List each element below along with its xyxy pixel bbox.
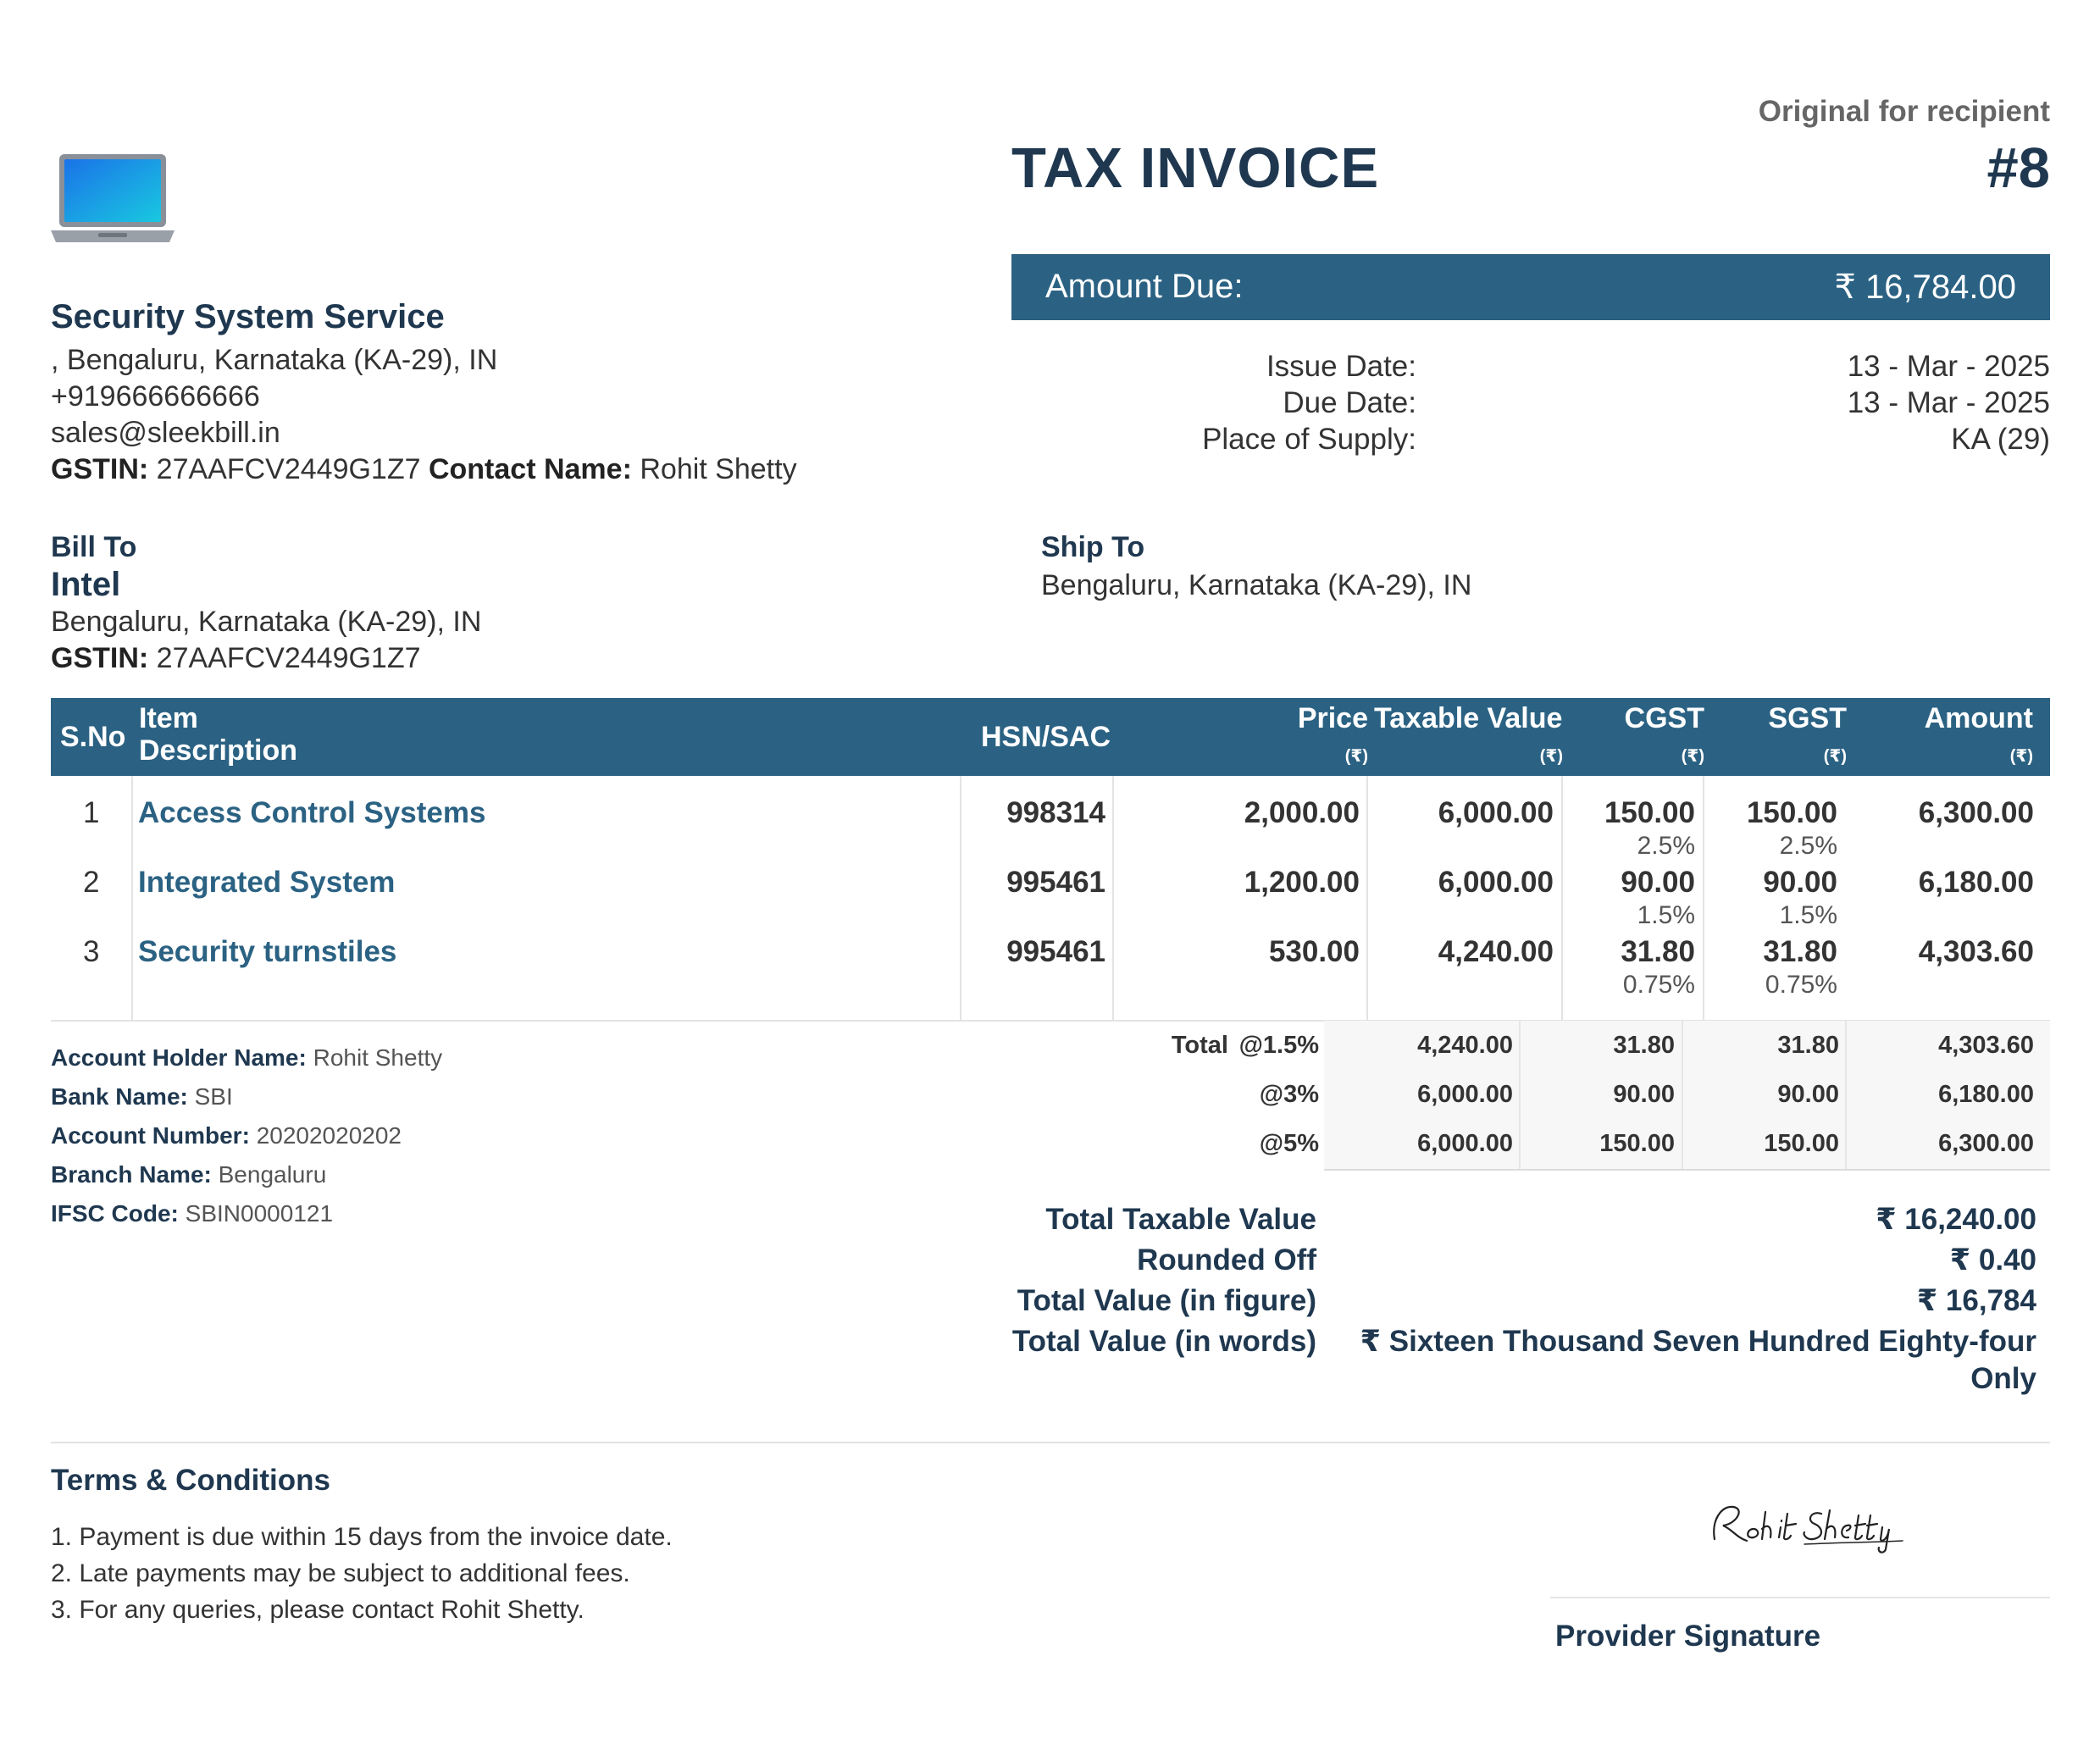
col-sno: S.No — [60, 721, 126, 753]
col-hsn: HSN/SAC — [981, 721, 1111, 753]
bill-to-name: Intel — [51, 566, 121, 603]
row-cgst: 90.00 — [1621, 866, 1695, 899]
row-sgst: 90.00 — [1763, 866, 1837, 899]
terms-item: 2. Late payments may be subject to additional fees. — [51, 1559, 630, 1587]
seller-phone: +919666666666 — [51, 380, 260, 413]
signature-line — [1550, 1597, 2050, 1598]
rounded-off-value: ₹ 0.40 — [1949, 1243, 2036, 1277]
section-divider — [51, 1442, 2050, 1443]
bank-account-label: Account Number: — [51, 1122, 250, 1149]
bill-to-heading: Bill To — [51, 531, 137, 563]
total-taxable-label: Total Taxable Value — [1045, 1203, 1316, 1236]
col-price-unit: (₹) — [1344, 747, 1368, 766]
tax-group-rate: @1.5% — [1238, 1032, 1319, 1059]
column-divider — [1561, 776, 1563, 1020]
col-taxable: Taxable Value — [1374, 702, 1563, 734]
bill-to-gstin: 27AAFCV2449G1Z7 — [156, 642, 421, 674]
issue-date-label: Issue Date: — [1266, 350, 1416, 383]
tax-group-amount: 4,303.60 — [1938, 1032, 2034, 1059]
total-words-value: ₹ Sixteen Thousand Seven Hundred Eighty-four — [1360, 1325, 2036, 1358]
tax-group-taxable: 6,000.00 — [1417, 1081, 1513, 1108]
total-words-value-cont: Only — [1970, 1362, 2036, 1395]
row-amount: 4,303.60 — [1918, 935, 2034, 968]
bank-name: SBI — [194, 1083, 233, 1110]
tax-group-taxable: 4,240.00 — [1417, 1032, 1513, 1059]
bank-name-label: Bank Name: — [51, 1083, 188, 1110]
bank-branch-label: Branch Name: — [51, 1161, 212, 1188]
terms-item: 3. For any queries, please contact Rohit Shetty. — [51, 1596, 585, 1624]
laptop-icon — [49, 152, 176, 247]
amount-due-value: ₹ 16,784.00 — [1834, 269, 2016, 306]
column-divider — [1845, 1021, 1847, 1169]
row-sno: 2 — [83, 866, 100, 899]
tax-group-sgst: 90.00 — [1777, 1081, 1839, 1108]
row-item[interactable]: Security turnstiles — [138, 935, 397, 968]
col-price: Price — [1297, 702, 1368, 734]
tax-group-total-label: Total — [1171, 1032, 1228, 1059]
bank-ifsc-line — [51, 1200, 333, 1227]
row-sgst-rate: 2.5% — [1779, 832, 1837, 860]
items-table-header — [51, 698, 2050, 776]
row-amount: 6,300.00 — [1918, 796, 2034, 829]
bank-branch: Bengaluru — [218, 1161, 327, 1188]
amount-due-bar — [1011, 254, 2050, 320]
column-divider — [131, 776, 133, 1020]
seller-gstin-line — [51, 453, 797, 486]
bill-to-address: Bengaluru, Karnataka (KA-29), IN — [51, 606, 482, 638]
tax-group-cgst: 31.80 — [1613, 1032, 1675, 1059]
bank-account-line — [51, 1122, 402, 1149]
row-sgst: 31.80 — [1763, 935, 1837, 968]
row-item[interactable]: Access Control Systems — [138, 796, 486, 829]
bill-to-gstin-line — [51, 642, 421, 675]
tax-group-cgst: 90.00 — [1613, 1081, 1675, 1108]
row-sno: 3 — [83, 935, 100, 968]
seller-contact: Rohit Shetty — [640, 453, 797, 485]
due-date-label: Due Date: — [1283, 386, 1416, 419]
row-hsn: 998314 — [1006, 796, 1105, 829]
total-figure-value: ₹ 16,784 — [1916, 1284, 2036, 1317]
tax-group-cgst: 150.00 — [1599, 1130, 1675, 1157]
row-taxable: 6,000.00 — [1438, 866, 1554, 899]
seller-name: Security System Service — [51, 298, 445, 335]
terms-item: 1. Payment is due within 15 days from the invoice date. — [51, 1523, 673, 1551]
row-hsn: 995461 — [1006, 866, 1105, 899]
row-item[interactable]: Integrated System — [138, 866, 396, 899]
bank-account: 20202020202 — [256, 1122, 402, 1149]
col-cgst-unit: (₹) — [1681, 747, 1704, 766]
place-of-supply-label: Place of Supply: — [1202, 423, 1416, 456]
row-sgst: 150.00 — [1746, 796, 1837, 829]
due-date-value: 13 - Mar - 2025 — [1847, 386, 2050, 419]
tax-group-amount: 6,180.00 — [1938, 1081, 2034, 1108]
total-words-label: Total Value (in words) — [1011, 1325, 1316, 1358]
column-divider — [960, 776, 961, 1020]
row-cgst: 150.00 — [1604, 796, 1695, 829]
row-taxable: 4,240.00 — [1438, 935, 1554, 968]
row-sno: 1 — [83, 796, 100, 829]
tax-group-sgst: 150.00 — [1764, 1130, 1839, 1157]
col-amount-unit: (₹) — [2009, 747, 2033, 766]
column-divider — [1703, 776, 1704, 1020]
col-description: Description — [139, 734, 298, 767]
column-divider — [1682, 1021, 1683, 1169]
row-sgst-rate: 1.5% — [1779, 901, 1837, 929]
row-cgst-rate: 0.75% — [1622, 971, 1695, 999]
seller-contact-label: Contact Name: — [428, 453, 632, 485]
row-cgst: 31.80 — [1621, 935, 1695, 968]
bank-holder-label: Account Holder Name: — [51, 1044, 307, 1071]
amount-due-label: Amount Due: — [1045, 268, 1244, 305]
tax-group-rate: @3% — [1259, 1081, 1319, 1108]
ship-to-address: Bengaluru, Karnataka (KA-29), IN — [1041, 569, 1472, 601]
row-price: 1,200.00 — [1244, 866, 1360, 899]
tax-group-taxable: 6,000.00 — [1417, 1130, 1513, 1157]
total-figure-label: Total Value (in figure) — [1017, 1284, 1316, 1317]
bank-ifsc: SBIN0000121 — [185, 1200, 334, 1227]
issue-date-value: 13 - Mar - 2025 — [1847, 350, 2050, 383]
terms-heading: Terms & Conditions — [51, 1464, 330, 1497]
bill-to-gstin-label: GSTIN: — [51, 642, 149, 674]
tax-group-sgst: 31.80 — [1777, 1032, 1839, 1059]
row-hsn: 995461 — [1006, 935, 1105, 968]
bank-name-line — [51, 1083, 233, 1110]
column-divider — [1112, 776, 1114, 1020]
seller-address: , Bengaluru, Karnataka (KA-29), IN — [51, 344, 498, 376]
copy-label: Original for recipient — [1758, 95, 2050, 128]
row-cgst-rate: 1.5% — [1637, 901, 1695, 929]
row-price: 530.00 — [1268, 935, 1360, 968]
column-divider — [1366, 776, 1368, 1020]
due-date-row — [1011, 386, 2050, 424]
invoice-number: #8 — [1986, 136, 2050, 200]
seller-gstin: 27AAFCV2449G1Z7 — [156, 453, 421, 485]
signature-label: Provider Signature — [1555, 1620, 1821, 1653]
document-title: TAX INVOICE — [1011, 136, 1380, 200]
handwritten-signature — [1703, 1495, 1906, 1554]
column-divider — [1519, 1021, 1521, 1169]
row-amount: 6,180.00 — [1918, 866, 2034, 899]
col-cgst: CGST — [1624, 702, 1704, 734]
place-of-supply-row — [1011, 423, 2050, 460]
place-of-supply-value: KA (29) — [1951, 423, 2050, 456]
row-price: 2,000.00 — [1244, 796, 1360, 829]
total-taxable-value: ₹ 16,240.00 — [1876, 1203, 2036, 1236]
col-sgst-unit: (₹) — [1823, 747, 1847, 766]
seller-email: sales@sleekbill.in — [51, 417, 280, 449]
bank-holder-line — [51, 1044, 442, 1072]
issue-date-row — [1011, 350, 2050, 387]
row-sgst-rate: 0.75% — [1765, 971, 1837, 999]
tax-group-rate: @5% — [1259, 1130, 1319, 1157]
seller-gstin-label: GSTIN: — [51, 453, 149, 485]
row-cgst-rate: 2.5% — [1637, 832, 1695, 860]
col-amount: Amount — [1924, 702, 2033, 734]
col-sgst: SGST — [1768, 702, 1847, 734]
bank-holder: Rohit Shetty — [313, 1044, 443, 1071]
ship-to-heading: Ship To — [1041, 531, 1145, 563]
col-item: Item — [139, 702, 198, 734]
col-taxable-unit: (₹) — [1539, 747, 1563, 766]
tax-group-amount: 6,300.00 — [1938, 1130, 2034, 1157]
row-taxable: 6,000.00 — [1438, 796, 1554, 829]
bank-ifsc-label: IFSC Code: — [51, 1200, 179, 1227]
rounded-off-label: Rounded Off — [1137, 1243, 1316, 1277]
bank-branch-line — [51, 1161, 326, 1188]
